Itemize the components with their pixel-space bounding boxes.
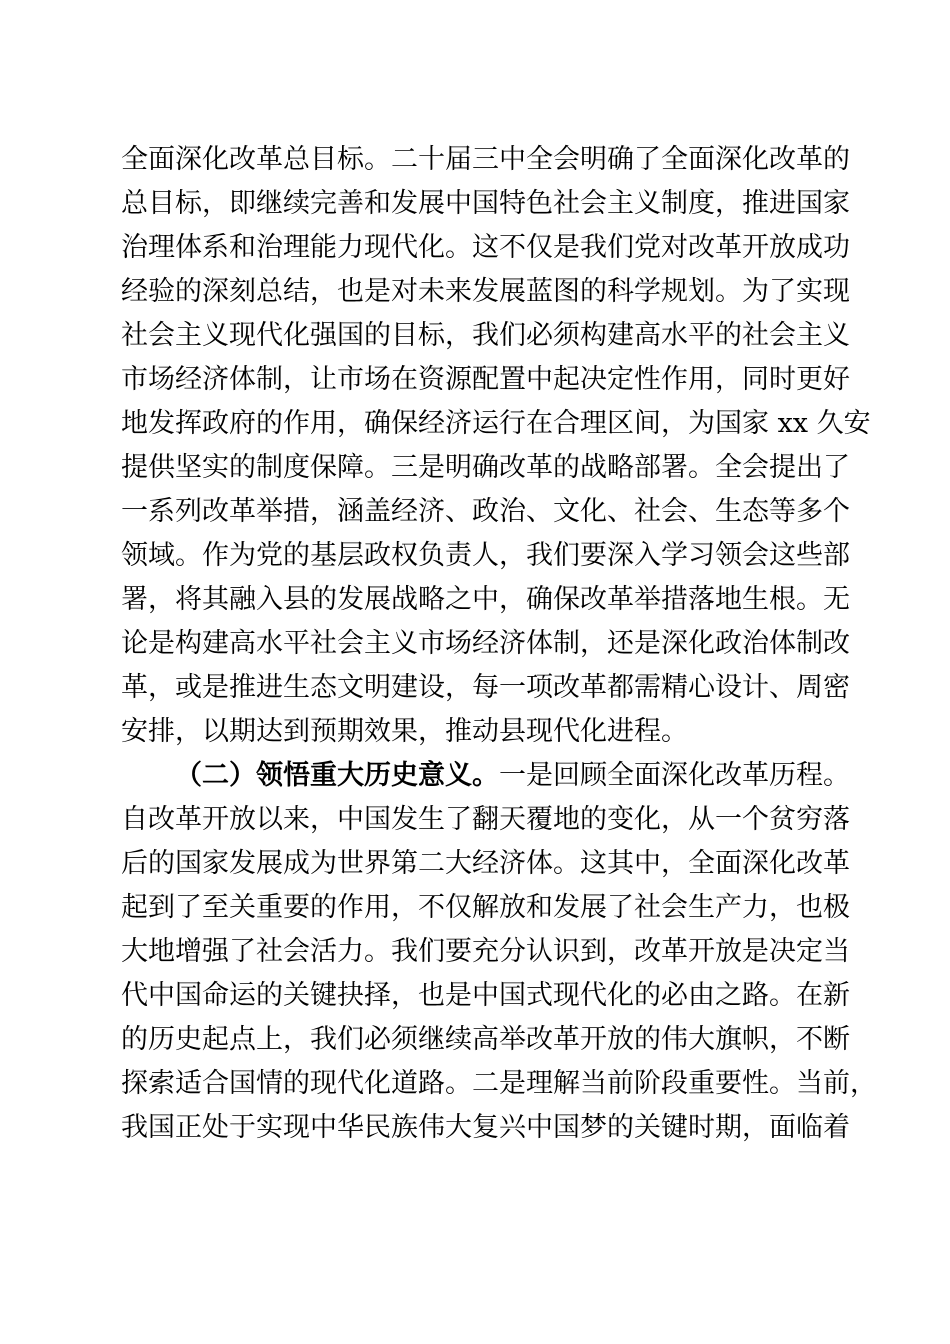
text-line: 自改革开放以来，中国发生了翻天覆地的变化，从一个贫穷落 bbox=[121, 804, 850, 835]
section-heading-line bbox=[121, 754, 850, 798]
text-line: 社会主义现代化强国的目标，我们必须构建高水平的社会主义 bbox=[121, 320, 850, 351]
text-line: 探索适合国情的现代化道路。二是理解当前阶段重要性。当前， bbox=[121, 1068, 877, 1099]
section-heading-rest: 一是回顾全面深化改革历程。 bbox=[499, 760, 850, 791]
text-line: 我国正处于实现中华民族伟大复兴中国梦的关键时期，面临着 bbox=[121, 1112, 850, 1143]
text-line: 的历史起点上，我们必须继续高举改革开放的伟大旗帜，不断 bbox=[121, 1024, 850, 1055]
text-line: 起到了至关重要的作用，不仅解放和发展了社会生产力，也极 bbox=[121, 892, 850, 923]
text-line: 后的国家发展成为世界第二大经济体。这其中，全面深化改革 bbox=[121, 848, 850, 879]
text-line: 代中国命运的关键抉择，也是中国式现代化的必由之路。在新 bbox=[121, 980, 850, 1011]
text-line: 署，将其融入县的发展战略之中，确保改革举措落地生根。无 bbox=[121, 584, 850, 615]
section-heading: （二）领悟重大历史意义。 bbox=[175, 760, 499, 791]
text-line: 革，或是推进生态文明建设，每一项改革都需精心设计、周密 bbox=[121, 672, 850, 703]
text-line: 提供坚实的制度保障。三是明确改革的战略部署。全会提出了 bbox=[121, 452, 850, 483]
text-line: 论是构建高水平社会主义市场经济体制，还是深化政治体制改 bbox=[121, 628, 850, 659]
text-line: 地发挥政府的作用，确保经济运行在合理区间，为国家 xx 久安 bbox=[121, 408, 871, 439]
text-line: 安排，以期达到预期效果，推动县现代化进程。 bbox=[121, 716, 688, 747]
text-line: 大地增强了社会活力。我们要充分认识到，改革开放是决定当 bbox=[121, 936, 850, 967]
text-line: 经验的深刻总结，也是对未来发展蓝图的科学规划。为了实现 bbox=[121, 276, 850, 307]
text-line: 总目标，即继续完善和发展中国特色社会主义制度，推进国家 bbox=[121, 188, 850, 219]
text-line: 一系列改革举措，涵盖经济、政治、文化、社会、生态等多个 bbox=[121, 496, 850, 527]
body-text bbox=[121, 138, 877, 1150]
text-line: 全面深化改革总目标。二十届三中全会明确了全面深化改革的 bbox=[121, 144, 850, 175]
text-line: 治理体系和治理能力现代化。这不仅是我们党对改革开放成功 bbox=[121, 232, 850, 263]
text-line: 市场经济体制，让市场在资源配置中起决定性作用，同时更好 bbox=[121, 364, 850, 395]
text-line: 领域。作为党的基层政权负责人，我们要深入学习领会这些部 bbox=[121, 540, 850, 571]
